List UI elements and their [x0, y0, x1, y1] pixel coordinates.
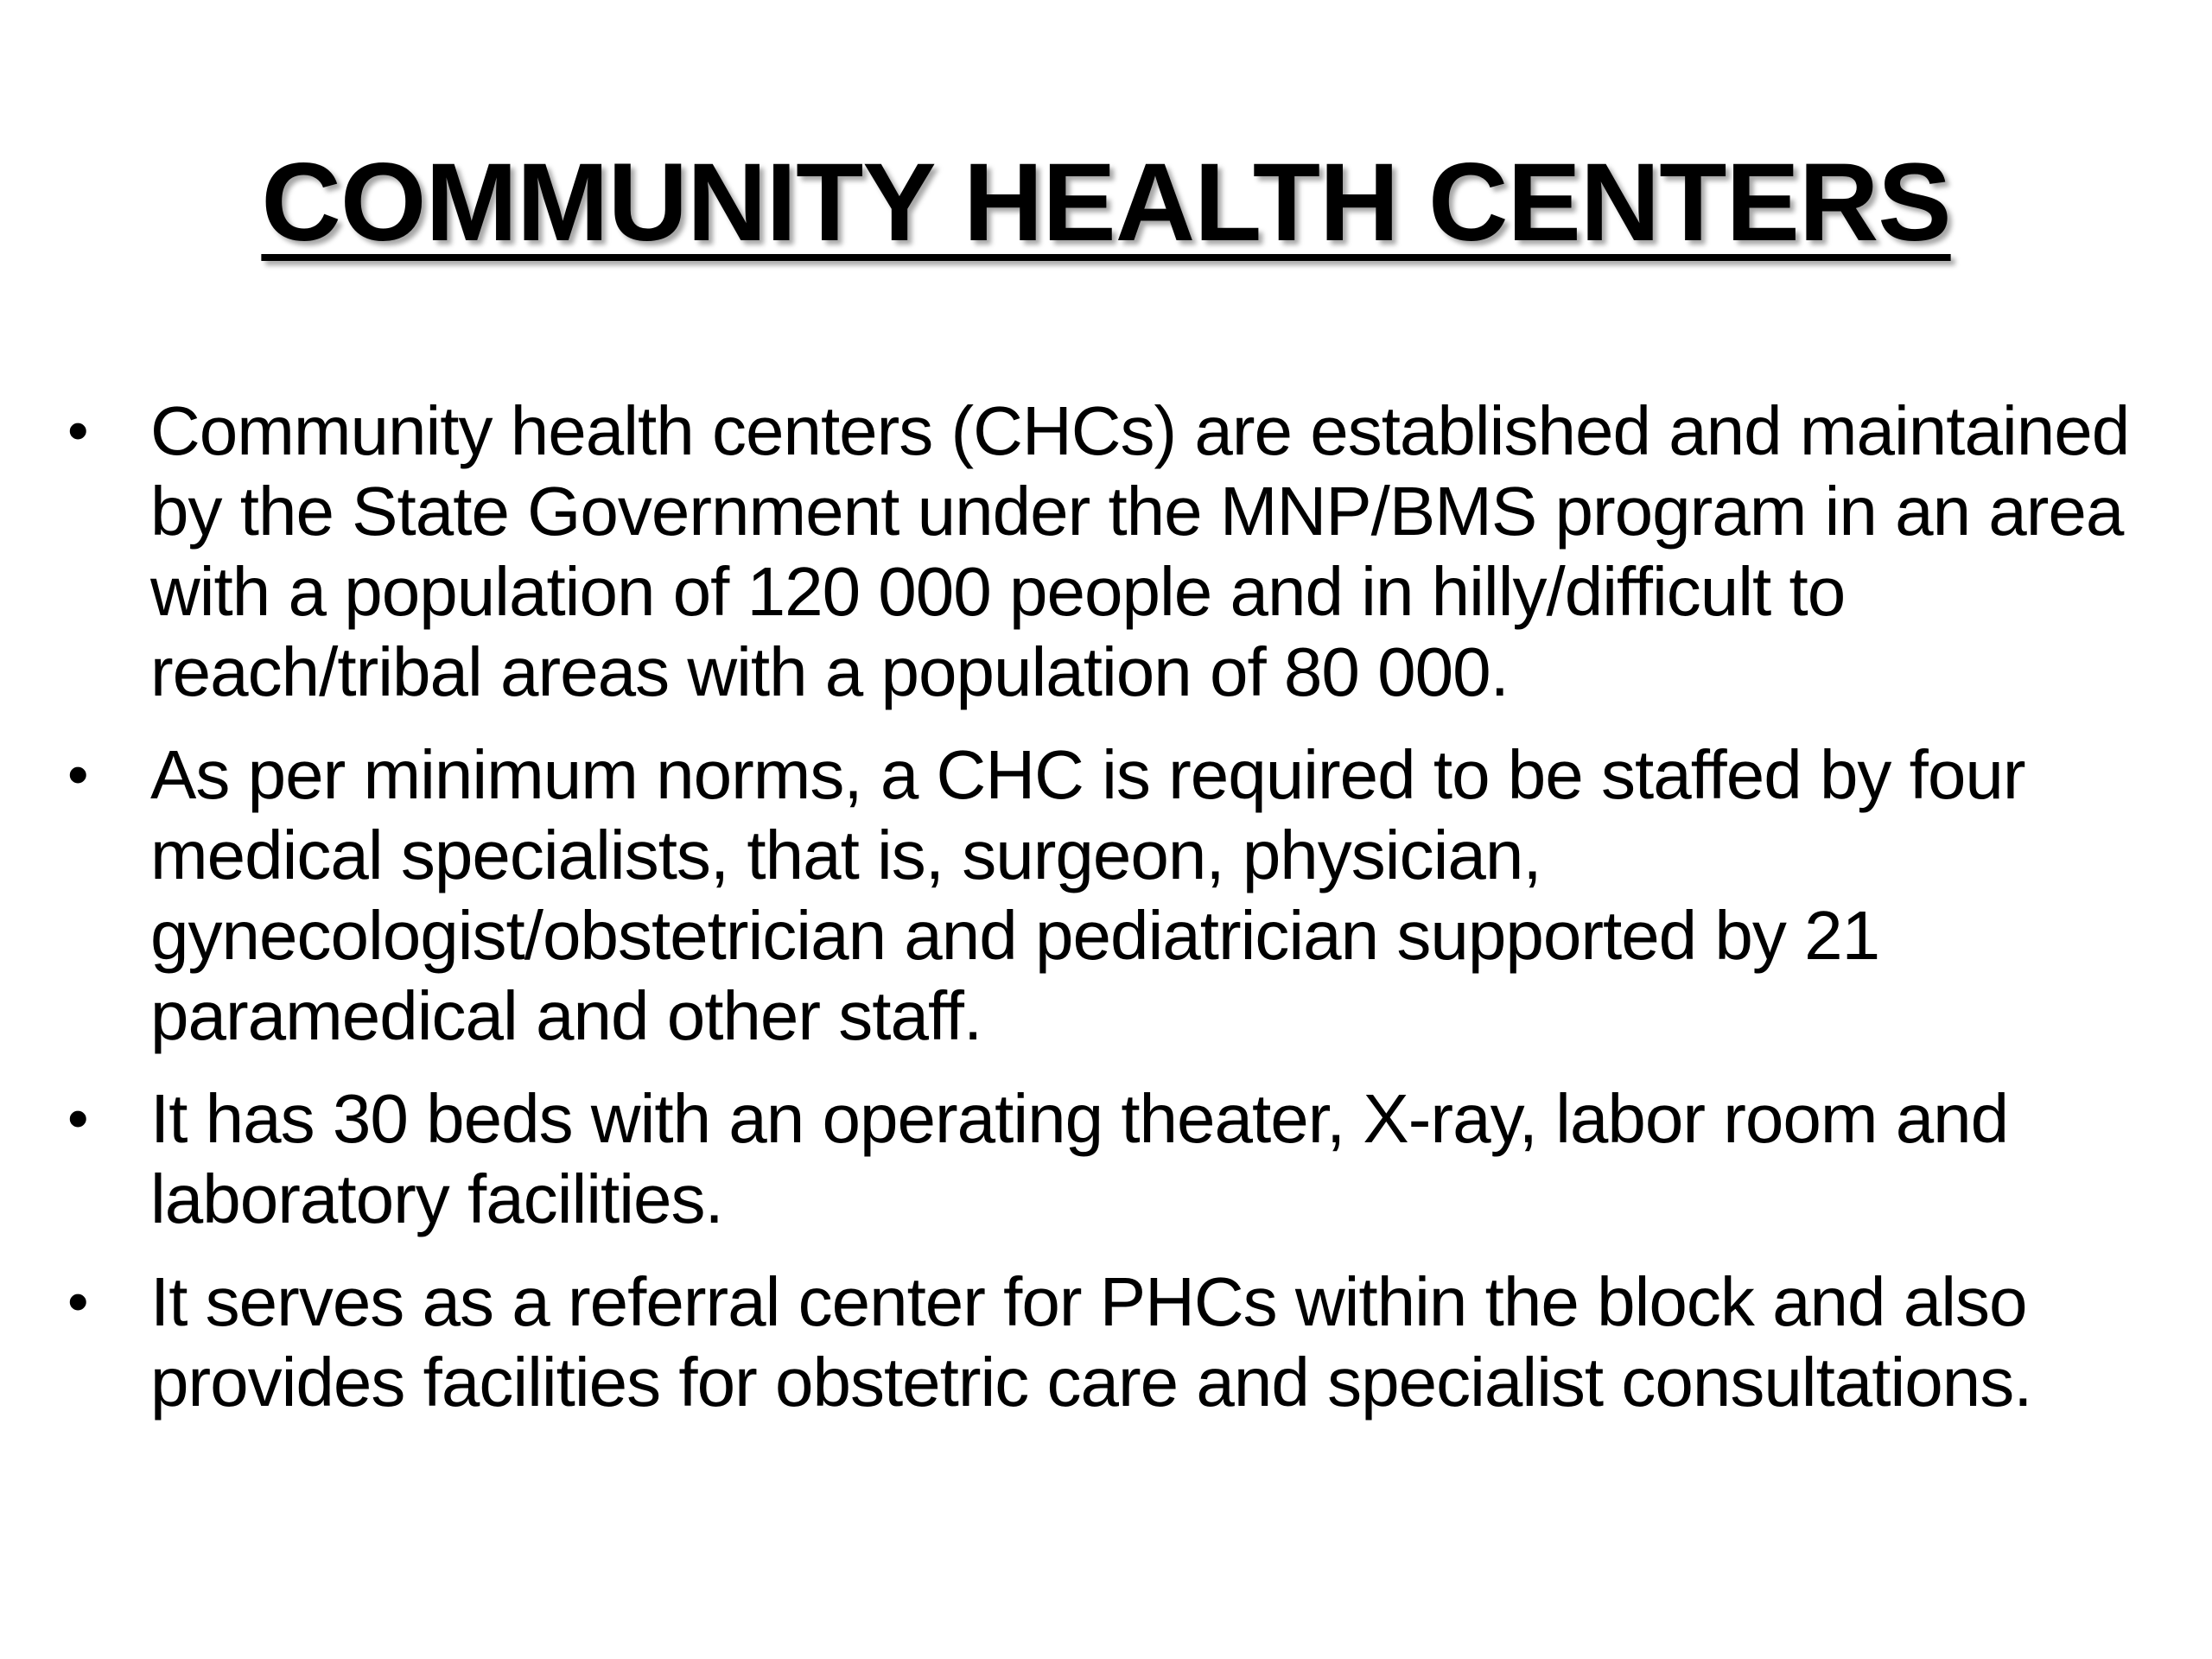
- bullet-dot-icon: •: [67, 741, 88, 808]
- bullet-dot-icon: •: [67, 1268, 88, 1335]
- bullet-text: As per minimum norms, a CHC is required to be staffed by four medical specialists, that is, surgeon, physician, gynecologist/obstetrician and pediatrician supported by 21 paramedical and other staff.: [150, 736, 2025, 1054]
- slide-title: COMMUNITY HEALTH CENTERS: [261, 141, 1951, 264]
- bullet-text: Community health centers (CHCs) are established and maintained by the State Government under the MNP/BMS program in an area with a population of 120 000 people and in hilly/difficult to reach/tribal areas with a population of 80 000.: [150, 392, 2130, 710]
- bullet-dot-icon: •: [67, 1084, 88, 1152]
- bullet-item: [60, 1262, 2169, 1422]
- bullet-text: It has 30 beds with an operating theater, X-ray, labor room and laboratory facilities.: [150, 1080, 2009, 1237]
- bullet-text: It serves as a referral center for PHCs within the block and also provides facilities for obstetric care and specialist consultations.: [150, 1263, 2032, 1421]
- bullet-list: [60, 391, 2169, 1445]
- bullet-item: [60, 391, 2169, 712]
- bullet-item: [60, 734, 2169, 1056]
- bullet-item: [60, 1078, 2169, 1239]
- bullet-dot-icon: •: [67, 397, 88, 464]
